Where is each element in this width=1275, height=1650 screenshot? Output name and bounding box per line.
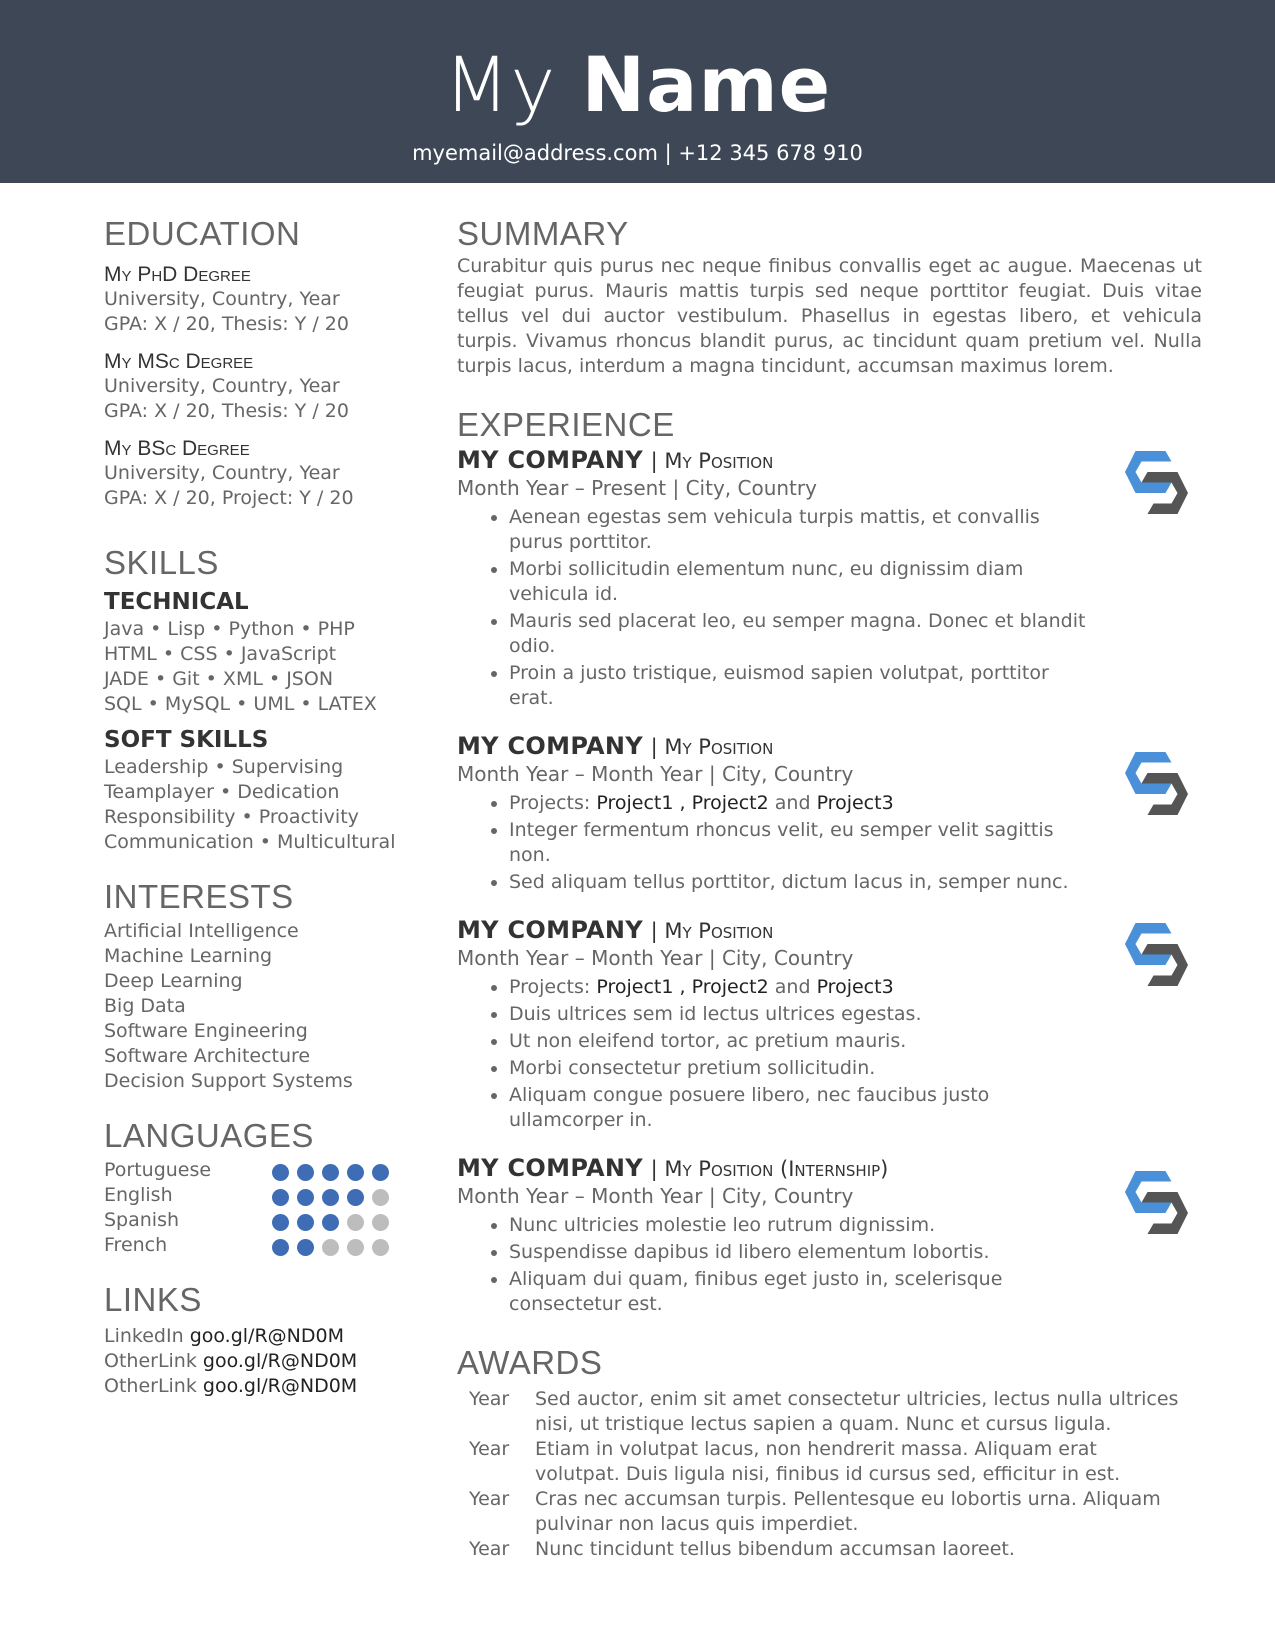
job-bullet: • Aliquam congue posuere libero, nec faucibus justo ullamcorper in. — [509, 1083, 1099, 1133]
interest-item: Software Engineering — [104, 1020, 308, 1042]
education-item — [104, 262, 424, 337]
project-separator: , — [679, 792, 686, 814]
project-name: Project3 — [816, 976, 894, 998]
right-column — [457, 214, 1202, 1562]
job-entry — [457, 915, 1202, 1133]
job-bullets — [457, 975, 1099, 1133]
job-projects-bullet — [509, 975, 1099, 1000]
degree-school: University, Country, Year — [104, 375, 340, 397]
soft-skill-line: Teamplayer • Dedication — [104, 781, 340, 803]
interest-item: Decision Support Systems — [104, 1070, 353, 1092]
job-position: | My Position — [650, 919, 774, 943]
level-dot-filled — [272, 1164, 289, 1181]
level-dot-filled — [272, 1214, 289, 1231]
job-bullet: • Suspendisse dapibus id libero elementum lobortis. — [509, 1240, 1099, 1265]
languages-list — [104, 1158, 424, 1258]
job-dates-location: Month Year – Present | City, Country — [457, 476, 817, 500]
link-url[interactable]: goo.gl/R@ND0M — [202, 1350, 358, 1372]
project-name: Project2 — [691, 792, 769, 814]
language-name: English — [104, 1184, 173, 1206]
level-dot-empty — [372, 1214, 389, 1231]
summary-text: Curabitur quis purus nec neque finibus convallis eget ac augue. Maecenas ut feugiat purus. Mauris mattis turpis sed neque porttitor feugiat. Duis vitae tellus vel dui auctor vestibulum. Phasellus in egestas libero, et vehicula turpis. Vivamus rhoncus blandit purus, ac tincidunt quam pretium vel. Nulla turpis lacus, interdum a magna tincidunt, accumsan maximus lorem. — [457, 255, 1202, 377]
language-row — [104, 1158, 424, 1183]
skills-title: SKILLS — [104, 544, 219, 581]
company-logo-icon — [1119, 746, 1194, 821]
link-row — [104, 1324, 424, 1349]
language-name: Spanish — [104, 1209, 180, 1231]
job-header — [457, 445, 1202, 476]
level-dot-filled — [297, 1164, 314, 1181]
language-row — [104, 1208, 424, 1233]
language-level — [272, 1238, 397, 1263]
degree-title: My MSc Degree — [104, 350, 254, 373]
interest-item: Artificial Intelligence — [104, 920, 299, 942]
technical-skill-line: SQL • MySQL • UML • LATEX — [104, 693, 377, 715]
company-logo-icon — [1119, 1165, 1194, 1240]
soft-skill-line: Communication • Multicultural — [104, 831, 396, 853]
level-dot-empty — [372, 1239, 389, 1256]
interest-item: Software Architecture — [104, 1045, 311, 1067]
degree-school: University, Country, Year — [104, 462, 340, 484]
education-title: EDUCATION — [104, 215, 301, 252]
languages-title: LANGUAGES — [104, 1117, 314, 1154]
project-separator: , — [679, 976, 686, 998]
link-row — [104, 1374, 424, 1399]
job-dates-location: Month Year – Month Year | City, Country — [457, 762, 854, 786]
level-dot-empty — [347, 1239, 364, 1256]
job-dates-location: Month Year – Month Year | City, Country — [457, 946, 854, 970]
level-dot-empty — [372, 1189, 389, 1206]
link-url[interactable]: goo.gl/R@ND0M — [189, 1325, 344, 1347]
job-bullet: • Duis ultrices sem id lectus ultrices egestas. — [509, 1002, 1099, 1027]
job-entry — [457, 445, 1202, 711]
link-label: LinkedIn — [104, 1325, 184, 1347]
level-dot-filled — [322, 1189, 339, 1206]
project-name: Project2 — [691, 976, 769, 998]
link-label: OtherLink — [104, 1350, 197, 1372]
technical-skill-line: Java • Lisp • Python • PHP — [104, 618, 355, 640]
award-row — [457, 1387, 1202, 1437]
job-bullet: • Proin a justo tristique, euismod sapien volutpat, porttitor erat. — [509, 661, 1099, 711]
link-url[interactable]: goo.gl/R@ND0M — [202, 1375, 358, 1397]
award-row — [457, 1537, 1202, 1562]
job-bullet: • Aenean egestas sem vehicula turpis mattis, et convallis purus porttitor. — [509, 505, 1099, 555]
job-bullet: • Integer fermentum rhoncus velit, eu semper velit sagittis non. — [509, 818, 1099, 868]
link-row — [104, 1349, 424, 1374]
job-header — [457, 1153, 1202, 1184]
soft-skill-line: Leadership • Supervising — [104, 756, 344, 778]
award-text: Sed auctor, enim sit amet consectetur ultricies, lectus nulla ultrices nisi, ut tristique lectus sapien a quam. Nunc et cursus ligula. — [535, 1388, 1179, 1435]
award-year: Year — [469, 1488, 510, 1510]
degree-school: University, Country, Year — [104, 288, 340, 310]
last-name: Name — [581, 40, 832, 129]
level-dot-empty — [347, 1214, 364, 1231]
company-logo-icon — [1119, 445, 1194, 520]
soft-skill-line: Responsibility • Proactivity — [104, 806, 359, 828]
job-projects-bullet — [509, 791, 1099, 816]
level-dot-filled — [297, 1239, 314, 1256]
award-text: Etiam in volutpat lacus, non hendrerit massa. Aliquam erat volutpat. Duis ligula nisi, finibus id cursus sed, efficitur in est. — [535, 1438, 1121, 1485]
job-position: | My Position — [650, 449, 774, 473]
degree-title: My BSc Degree — [104, 437, 250, 460]
award-text: Cras nec accumsan turpis. Pellentesque eu lobortis urna. Aliquam pulvinar non lacus quis imperdiet. — [535, 1488, 1161, 1535]
name-title — [0, 40, 1275, 130]
award-row — [457, 1437, 1202, 1487]
level-dot-filled — [297, 1189, 314, 1206]
job-position: | My Position (Internship) — [650, 1157, 889, 1181]
job-bullet: • Morbi sollicitudin elementum nunc, eu dignissim diam vehicula id. — [509, 557, 1099, 607]
level-dot-filled — [297, 1214, 314, 1231]
contact-line: myemail@address.com | +12 345 678 910 — [412, 141, 863, 165]
project-and: and — [774, 792, 811, 814]
summary-title: SUMMARY — [457, 215, 629, 252]
projects-prefix: Projects: — [509, 976, 591, 998]
technical-skill-line: HTML • CSS • JavaScript — [104, 643, 337, 665]
award-year: Year — [469, 1388, 510, 1410]
company-logo-icon — [1119, 917, 1194, 992]
job-position: | My Position — [650, 735, 774, 759]
award-row — [457, 1487, 1202, 1537]
job-bullet: • Nunc ultricies molestie leo rutrum dignissim. — [509, 1213, 1099, 1238]
level-dot-filled — [322, 1164, 339, 1181]
projects-prefix: Projects: — [509, 792, 591, 814]
degree-grades: GPA: X / 20, Thesis: Y / 20 — [104, 400, 349, 422]
level-dot-filled — [272, 1239, 289, 1256]
first-name: My — [443, 40, 557, 129]
degree-title: My PhD Degree — [104, 263, 251, 286]
language-row — [104, 1183, 424, 1208]
job-bullets — [457, 1213, 1099, 1317]
header-banner — [0, 0, 1275, 183]
language-name: French — [104, 1234, 168, 1256]
company-name: MY COMPANY — [457, 446, 643, 474]
level-dot-filled — [272, 1189, 289, 1206]
job-bullet: • Mauris sed placerat leo, eu semper magna. Donec et blandit odio. — [509, 609, 1099, 659]
level-dot-filled — [347, 1164, 364, 1181]
project-name: Project1 — [596, 976, 674, 998]
company-name: MY COMPANY — [457, 916, 643, 944]
language-row — [104, 1233, 424, 1258]
job-bullets — [457, 791, 1099, 895]
technical-skill-line: JADE • Git • XML • JSON — [104, 668, 334, 690]
company-name: MY COMPANY — [457, 732, 643, 760]
job-bullet: • Ut non eleifend tortor, ac pretium mauris. — [509, 1029, 1099, 1054]
job-entry — [457, 731, 1202, 895]
job-bullet: • Morbi consectetur pretium sollicitudin. — [509, 1056, 1099, 1081]
interests-title: INTERESTS — [104, 878, 294, 915]
company-name: MY COMPANY — [457, 1154, 643, 1182]
job-header — [457, 915, 1202, 946]
level-dot-filled — [347, 1189, 364, 1206]
job-dates-location: Month Year – Month Year | City, Country — [457, 1184, 854, 1208]
award-text: Nunc tincidunt tellus bibendum accumsan laoreet. — [535, 1538, 1015, 1560]
link-label: OtherLink — [104, 1375, 197, 1397]
award-year: Year — [469, 1438, 510, 1460]
level-dot-filled — [322, 1214, 339, 1231]
experience-title: EXPERIENCE — [457, 406, 675, 443]
project-name: Project3 — [816, 792, 894, 814]
links-title: LINKS — [104, 1281, 202, 1318]
language-name: Portuguese — [104, 1159, 212, 1181]
interest-item: Big Data — [104, 995, 186, 1017]
education-item — [104, 436, 424, 511]
education-item — [104, 349, 424, 424]
technical-skills-title: TECHNICAL — [104, 589, 249, 615]
award-year: Year — [469, 1538, 510, 1560]
job-bullet: • Aliquam dui quam, finibus eget justo in, scelerisque consectetur est. — [509, 1267, 1099, 1317]
job-bullet: • Sed aliquam tellus porttitor, dictum lacus in, semper nunc. — [509, 870, 1099, 895]
job-bullets — [457, 505, 1099, 711]
interest-item: Deep Learning — [104, 970, 243, 992]
degree-grades: GPA: X / 20, Thesis: Y / 20 — [104, 313, 349, 335]
level-dot-filled — [372, 1164, 389, 1181]
job-header — [457, 731, 1202, 762]
project-and: and — [774, 976, 811, 998]
degree-grades: GPA: X / 20, Project: Y / 20 — [104, 487, 354, 509]
project-name: Project1 — [596, 792, 674, 814]
job-entry — [457, 1153, 1202, 1317]
left-column — [104, 214, 424, 1399]
awards-title: AWARDS — [457, 1344, 603, 1381]
level-dot-empty — [322, 1239, 339, 1256]
interest-item: Machine Learning — [104, 945, 273, 967]
soft-skills-title: SOFT SKILLS — [104, 727, 269, 753]
